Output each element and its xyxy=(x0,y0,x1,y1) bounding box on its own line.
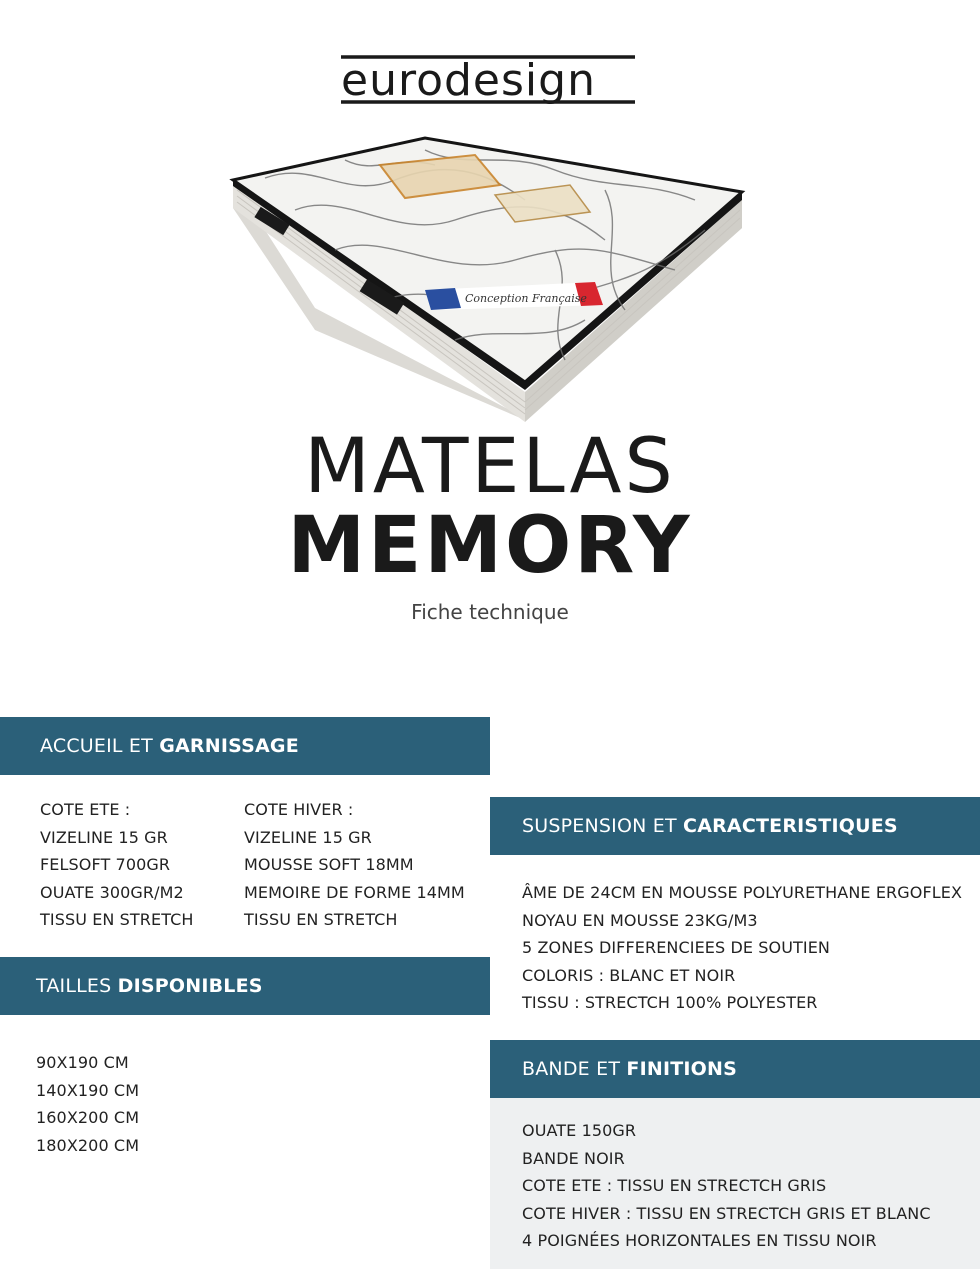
section-title-bold: GARNISSAGE xyxy=(159,735,299,757)
section-header-suspension xyxy=(490,797,980,855)
section-title-light: BANDE ET xyxy=(522,1058,621,1080)
mattress-label-text: Conception Française xyxy=(465,292,587,305)
section-title-light: SUSPENSION ET xyxy=(522,815,677,837)
list-item: COLORIS : BLANC ET NOIR xyxy=(522,965,736,985)
tailles-list xyxy=(36,1049,139,1159)
accueil-col-hiver xyxy=(244,796,465,934)
list-item: TISSU : STRECTCH 100% POLYESTER xyxy=(522,993,818,1012)
finitions-list xyxy=(522,1117,931,1255)
list-item: 90X190 CM xyxy=(36,1053,129,1072)
list-item: TISSU EN STRETCH xyxy=(40,910,194,929)
list-item: BANDE NOIR xyxy=(522,1148,625,1168)
list-item: 160X200 CM xyxy=(36,1108,140,1127)
accueil-col-ete xyxy=(40,796,194,934)
list-item: 4 POIGNÉES HORIZONTALES EN TISSU NOIR xyxy=(522,1231,877,1250)
list-item: COTE ETE : xyxy=(40,800,131,819)
list-item: COTE ETE : TISSU EN STRECTCH GRIS xyxy=(522,1176,827,1195)
section-title-bold: CARACTERISTIQUES xyxy=(683,815,898,837)
list-item: 180X200 CM xyxy=(36,1135,140,1155)
brand-logo xyxy=(335,40,640,112)
title-line1: MATELAS xyxy=(304,421,676,510)
section-title-bold: DISPONIBLES xyxy=(117,975,263,997)
list-item: OUATE 300GR/M2 xyxy=(40,882,184,902)
list-item: ÂME DE 24CM EN MOUSSE POLYURETHANE ERGOFLEX xyxy=(522,883,963,902)
mattress-image xyxy=(225,130,750,425)
list-item: COTE HIVER : xyxy=(244,800,354,819)
list-item: 140X190 CM xyxy=(36,1080,140,1100)
section-title-light: ACCUEIL ET xyxy=(40,735,153,757)
list-item: NOYAU EN MOUSSE 23KG/M3 xyxy=(522,910,758,930)
title-line2: MEMORY xyxy=(287,501,693,591)
list-item: FELSOFT 700GR xyxy=(40,855,171,874)
section-title-bold: FINITIONS xyxy=(626,1058,737,1080)
section-header-tailles xyxy=(0,957,490,1015)
section-header-accueil xyxy=(0,717,490,775)
list-item: MEMOIRE DE FORME 14MM xyxy=(244,882,465,902)
eurodesign-logo-icon xyxy=(335,40,640,112)
list-item: MOUSSE SOFT 18MM xyxy=(244,855,414,874)
list-item: 5 ZONES DIFFERENCIEES DE SOUTIEN xyxy=(522,938,830,957)
list-item: OUATE 150GR xyxy=(522,1121,637,1140)
list-item: COTE HIVER : TISSU EN STRECTCH GRIS ET BLANC xyxy=(522,1203,931,1223)
list-item: TISSU EN STRETCH xyxy=(244,910,398,929)
section-title-light: TAILLES xyxy=(36,975,112,997)
section-header-finitions xyxy=(490,1040,980,1098)
logo-text: eurodesign xyxy=(341,55,596,106)
list-item: VIZELINE 15 GR xyxy=(244,827,372,847)
list-item: VIZELINE 15 GR xyxy=(40,827,168,847)
suspension-list xyxy=(522,879,962,1017)
subtitle: Fiche technique xyxy=(411,600,569,624)
